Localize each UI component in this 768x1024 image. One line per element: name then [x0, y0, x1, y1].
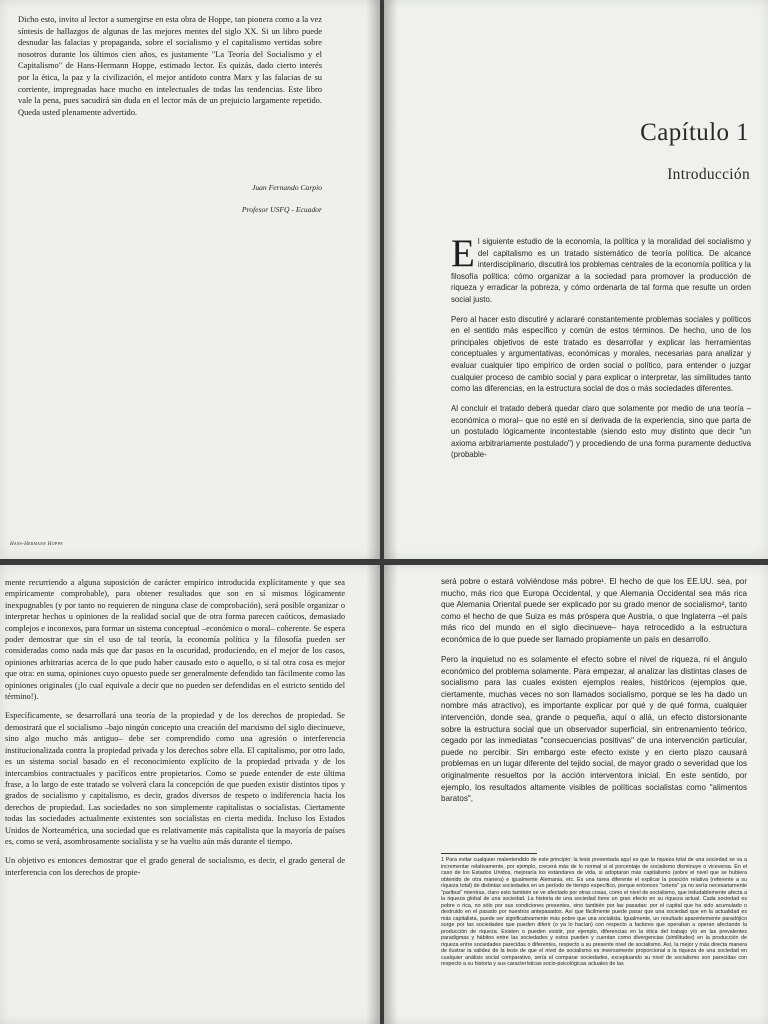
chapter-paragraph-2: Pero al hacer esto discutiré y aclararé constantemente problemas sociales y políticos en el sentido más específico y común de estos términos. De hecho, uno de los principales objetivos de este tratado es desarrollar y explicar las herramientas conceptuales y argumentativas, económicas y morales, necesarias para analizar y evaluar cualquier tipo empírico de orden social o político, para entender o juzgar cualquier proceso de cambio social y para explicar o interpretar, las similitudes tanto como las diferencias, en la estructura social de dos o más sociedades diferentes.	[451, 314, 751, 394]
chapter-body	[451, 232, 751, 469]
chapter-subtitle: Introducción	[667, 166, 750, 183]
footnote: 1 Para evitar cualquier malentendido de este principio: la tesis presentada aquí es que la riqueza total de una sociedad se va a incrementar relativamente, por ejemplo, crecerá más de lo normal si el porcentaje de socialismo disminuye o viceversa. En el caso de los Estados Unidos, mejoraría los estándares de vida, si adoptaran más capitalismo (sobre el nivel que se hubiera obtenido de otra manera) e igualmente Alemania, etc. Es una tarea diferente el explicar la posición relativa (referente a su riqueza total) de distintas sociedades en un período de tiempo específico, porque entonces "ceteris" ya no sería necesariamente "paribus" mientras, claro esto también se ve afectado por otras cosas, como el nivel de socialismo, que indudablemente afecta a la riqueza global de una sociedad. La historia de una sociedad tiene un gran efecto en su riqueza actual. Cada sociedad es pobre o rica, no sólo por sus condiciones presentes, sino también por las pasadas: por el capital que ha sido acumulado o destruido en el pasado por nuestros antepasados. Así que fácilmente puede pasar que una sociedad que en la actualidad es más capitalista, puede ser significativamente más pobre que una socialista. Igualmente, un resultado aparentemente paradójico surge por las sociedades que pueden diferir (o ya lo hacían) con respecto a factores que operaban u operan afectando la producción de riqueza. Existen o pueden existir, por ejemplo, diferencias en la ética del trabajo y/o en las prevalentes paradigmas y hábitos entre las sociedades y estos pueden y cuentan como divergencias (similitudes) en la producción de riqueza entre sociedades parecidas o diferentes, respecto a su presente nivel de socialismo. Así, la mejor y más directa manera de ilustrar la validez de la tesis de que el nivel de socialismo es inversamente proporcional a la riqueza de una sociedad en cualquier análisis social comparativo, sería el comparar sociedades, exceptuando su nivel de socialismo son parecidas con respecto a su historia y sus características socio-psicológicas actuales de las	[441, 857, 747, 967]
page-gutter-shadow	[366, 0, 380, 559]
body-paragraph-3: Un objetivo es entonces demostrar que el grado general de socialismo, es decir, el grado general de interferencia con los derechos de propie-	[5, 856, 345, 877]
running-head: Hans-Hermann Hoppe	[10, 541, 63, 547]
page-gutter-shadow	[366, 565, 380, 1024]
prologue-text: Dicho esto, invito al lector a sumergirse en esta obra de Hoppe, tan pionera como a la vez síntesis de hallazgos de algunas de las mejores mentes del siglo XX. Si un libro puede desnudar las falacias y propaganda, sobre el socialismo y el capitalismo vertidas sobre nosotros durante los últimos cien años, es justamente "La Teoría del Socialismo y el Capitalismo" de Hans-Hermann Hoppe, estimado lector. Es quizás, dado cierto interés por la ética, la paz y la civilización, el mejor antídoto contra Marx y las falacias de su corriente, impregnadas hace mucho en intelectuales de todas las tendencias. Este libro vale la pena, pues sacudirá sin duda en el lector más de un prejuicio largamente repetido. Queda usted plenamente advertido.	[18, 14, 322, 117]
drop-cap: E	[451, 232, 475, 275]
body-paragraph-2: Pero la inquietud no es solamente el efecto sobre el nivel de riqueza, ni el ángulo económico del problema solamente. Para empezar, al analizar las distintas clases de socialismo para las cuales existen ejemplos reales, históricos (ejemplos que, ciertamente, muchas veces no son llamados socialismo, porque se les ha dado un nombre más atractivo), es importante explicar por qué y de qué forma, cualquier intervención, donde sea, grande o pequeña, aquí o allá, un efecto distorsionante sobre la estructura social que un observador superficial, sin entrenamiento teórico, cegado por las inmediatas "consecuencias positivas" de una intervención particular, puede no percibir. Sin embargo este efecto existe y en cierto plazo causará problemas en un lugar diferente del tejido social, de mayor grado o severidad que los originalmente resueltos por la acción interventora inicial. En este sentido, por ejemplo, los resultados altamente visibles de políticas socialistas como "alimentos baratos",	[441, 655, 747, 804]
page-gutter-shadow	[384, 0, 398, 559]
page-left-body	[0, 565, 380, 1024]
page-gutter-shadow	[384, 565, 398, 1024]
signature-role: Profesor USFQ - Ecuador	[241, 205, 322, 214]
left-body-text	[5, 577, 345, 886]
chapter-title: Capítulo 1	[640, 119, 749, 146]
chapter-paragraph-3: Al concluir el tratado deberá quedar claro que solamente por medio de una teoría –económica o moral– que no esté en sí derivada de la experiencia, sino que parta de un postulado lógicamente incontestable (siendo esto muy distinto que decir "un axioma arbitrariamente postulado") y procediendo de una forma puramente deductiva (probable-	[451, 404, 751, 460]
signature-name: Juan Fernando Carpio	[251, 183, 322, 192]
page-prologue-end	[0, 0, 380, 559]
chapter-paragraph-1-text: l siguiente estudio de la economía, la política y la moralidad del socialismo y del capitalismo es un tratado sistemático de teoría política. De alcance interdisciplinario, discutirá los problemas centrales de la economía política y la filosofía política: cómo organizar a la sociedad para promover la producción de riqueza y erradicar la pobreza, y cómo ordenarla de tal forma que resulte un orden social justo.	[451, 237, 751, 304]
chapter-paragraph-1	[451, 232, 751, 305]
right-body-text	[441, 576, 747, 813]
body-paragraph-1: será pobre o estará volviéndose más pobre¹. El hecho de que los EE.UU. sea, por mucho, más rico que Europa Occidental, y que Alemania Occidental sea más rica que Alemania Oriental puede ser explicado por su grado menor de socialismo², tanto como el hecho de que Suiza es más próspera que Austria, o que Inglaterra –el país más rico del mundo en el siglo diecinueve– haya retrocedido a la estructura económica de lo que puede ser llamado propiamente un país en desarrollo.	[441, 577, 747, 644]
body-paragraph-2: Específicamente, se desarrollará una teoría de la propiedad y de los derechos de propiedad. Se demostrará que el socialismo –bajo ningún concepto una creación del marxismo del siglo diecinueve, sino algo mucho más antiguo– debe ser comprendido como una agresión o interferencia institucionalizada contra la propiedad privada y los derechos sobre ella. El capitalismo, por otro lado, es un sistema social basado en el reconocimiento explícito de la propiedad privada y de los intercambios contractuales y pacíficos entre propietarios. Como se puede entender de este última frase, a lo largo de este tratado se volverá clara la concepción de que pueden existir distintos tipos y grados de socialismo y capitalismo, es decir, grados diversos de respeto o indiferencia hacia los derechos de propiedad. Las sociedades no son simplemente capitalistas o socialistas. Ciertamente todas las sociedades actualmente existentes son socialistas en cierta medida. Incluso los Estados Unidos de Norteamérica, una sociedad que es relativamente más capitalista que la mayoría de países es, como se verá, asombrosamente socialista y se ha vuelto aún más durante el tiempo.	[5, 711, 345, 846]
prologue-paragraph	[18, 14, 322, 118]
footnote-divider	[441, 853, 537, 854]
page-right-body	[384, 565, 768, 1024]
body-paragraph-1: mente recurriendo a alguna suposición de carácter empírico introducida explícitamente y que sea empíricamente comprobable), para obtener resultados que son en sí mismos lógicamente inexpugnables (y por tanto no requieren de ninguna clase de comprobación), será posible organizar o interpretar hechos u opiniones de la realidad social que de otra forma parecen caóticos, demasiado complejos e inconexos, para formar un sistema conceptual –económico o moral– coherente. Se espera poder demostrar que sin el uso de tal teoría, la economía política y la filosofía pueden ser consideradas como nada más que dar pasos en la oscuridad, produciendo, en el mejor de los casos, opiniones arbitrarias acerca de lo que pudo haber causado esto o aquello, o si tal otra cosa es mejor que otra: en suma, opiniones cuyo opuesto puede ser generalmente defendido tan fácilmente como las opiniones originales (¡lo cual equivale a decir que no pueden ser defendidas en el estricto sentido del término!).	[5, 578, 345, 702]
page-chapter-opening	[384, 0, 768, 559]
